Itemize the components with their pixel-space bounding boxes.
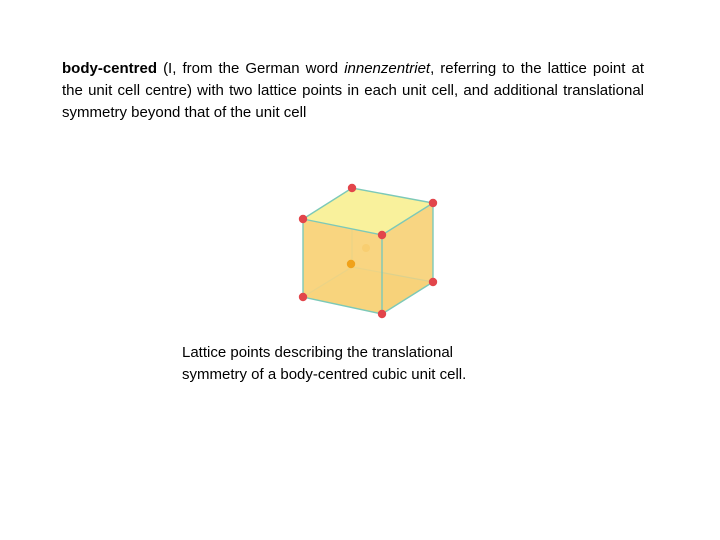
corner-point [299, 215, 307, 223]
definition-text-start: (I, from the German word [157, 60, 345, 77]
caption-line-2: symmetry of a body-centred cubic unit cell. [182, 366, 467, 383]
corner-point [429, 278, 437, 286]
figure-caption [182, 342, 542, 386]
corner-point [429, 199, 437, 207]
caption-line-1: Lattice points describing the translational [182, 344, 453, 361]
centre-point-projection [347, 260, 355, 268]
corner-point [299, 293, 307, 301]
definition-text-end: , referring to the lattice point at the unit cell centre) with two lattice points in each unit cell, and additional translational symmetry beyond that of the unit cell [62, 60, 644, 121]
foreign-word: innenzentriet [344, 60, 431, 77]
corner-point [378, 310, 386, 318]
definition-term: body-centred [62, 60, 158, 77]
bcc-unit-cell-diagram [288, 180, 448, 320]
corner-point [348, 184, 356, 192]
corner-point [378, 231, 386, 239]
definition-paragraph [62, 58, 644, 124]
